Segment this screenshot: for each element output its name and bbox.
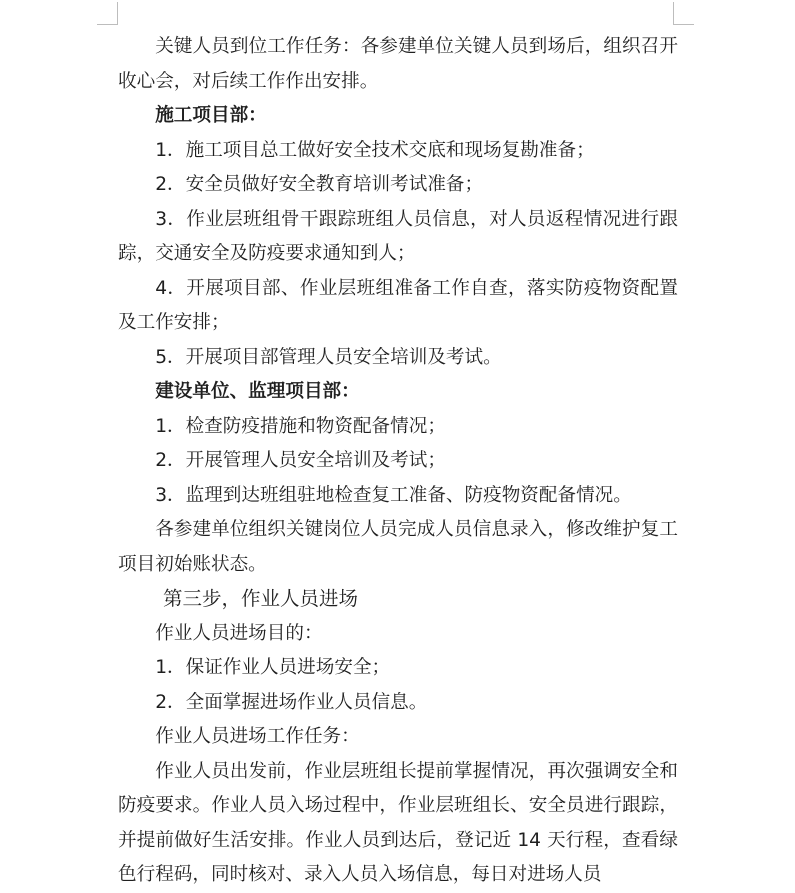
body-paragraph: 4．开展项目部、作业层班组准备工作自查，落实防疫物资配置及工作安排；: [118, 277, 678, 333]
body-paragraph: 1．施工项目总工做好安全技术交底和现场复勘准备；: [155, 139, 595, 161]
body-paragraph: 2．安全员做好安全教育培训考试准备；: [155, 174, 484, 195]
section-heading: 建设单位、监理项目部：: [155, 381, 360, 402]
body-paragraph: 1．检查防疫措施和物资配备情况；: [155, 415, 446, 437]
body-paragraph: 1．保证作业人员进场安全；: [155, 657, 391, 678]
body-paragraph: 5．开展项目部管理人员安全培训及考试。: [155, 346, 502, 368]
document-page: [118, 30, 678, 893]
body-paragraph: 各参建单位组织关键岗位人员完成人员信息录入，修改维护复工项目初始账状态。: [118, 519, 678, 575]
section-heading: 施工项目部：: [155, 105, 267, 126]
body-paragraph: 作业人员进场目的：: [155, 622, 323, 644]
crop-mark-top-left: [97, 2, 118, 25]
crop-mark-top-right: [673, 2, 694, 25]
body-paragraph: 2．全面掌握进场作业人员信息。: [155, 691, 428, 713]
step-heading: 第三步，作业人员进场: [163, 587, 359, 610]
body-paragraph: 关键人员到位工作任务：各参建单位关键人员到场后，组织召开收心会，对后续工作作出安排。: [118, 36, 678, 92]
body-paragraph: 作业人员出发前，作业层班组长提前掌握情况，再次强调安全和防疫要求。作业人员入场过程中，作业层班组长、安全员进行跟踪，并提前做好生活安排。作业人员到达后，登记近 14 天行程，查看绿色行程码，同时核对、录入人员入场信息，每日对进场人员: [118, 760, 678, 885]
body-paragraph: 2．开展管理人员安全培训及考试；: [155, 450, 446, 471]
body-paragraph: 3．监理到达班组驻地检查复工准备、防疫物资配备情况。: [155, 484, 632, 506]
body-paragraph: 作业人员进场工作任务：: [155, 726, 360, 747]
body-paragraph: 3．作业层班组骨干跟踪班组人员信息，对人员返程情况进行跟踪，交通安全及防疫要求通知到人；: [118, 208, 678, 264]
